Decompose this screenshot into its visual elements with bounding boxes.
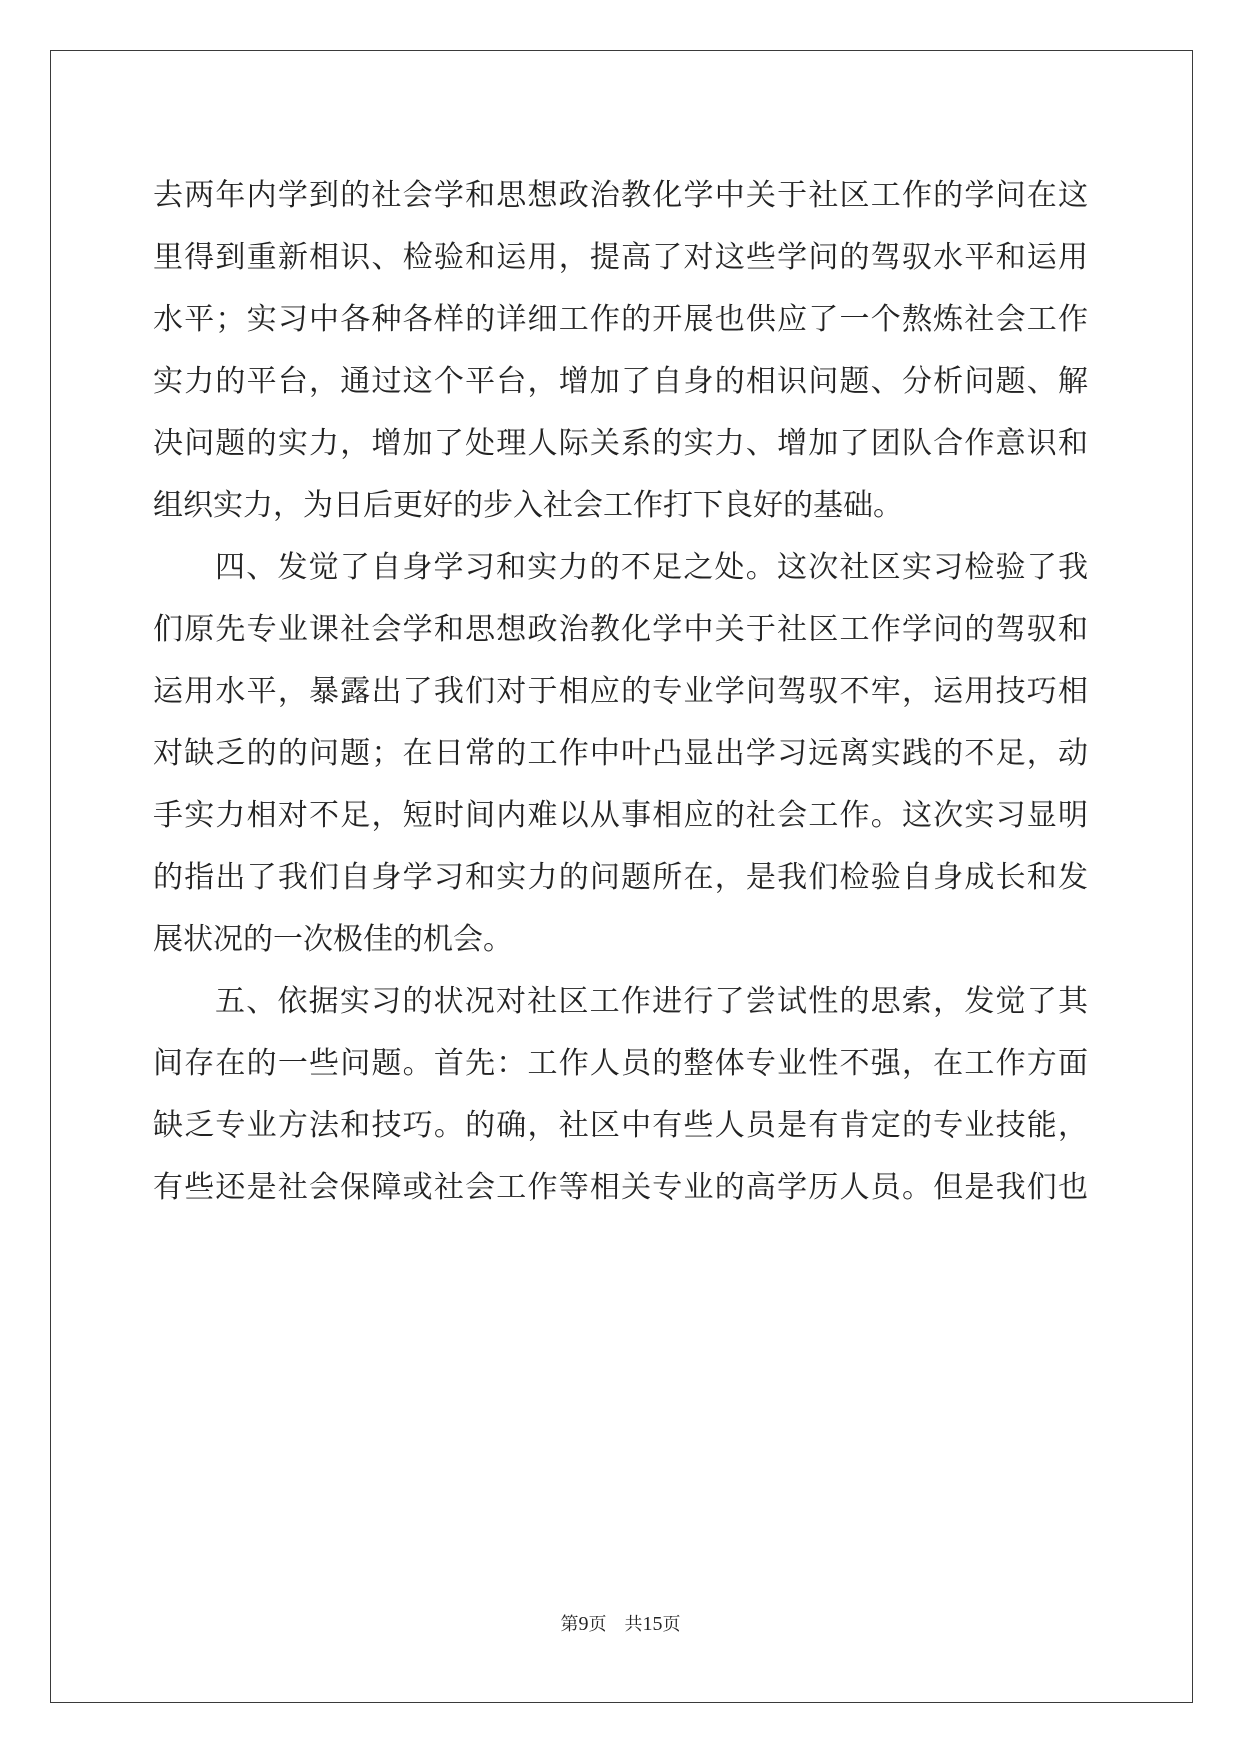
page-number: 9 bbox=[578, 1613, 589, 1635]
footer-total-prefix: 共 bbox=[624, 1614, 643, 1635]
footer-page-suffix: 页 bbox=[588, 1614, 607, 1635]
text-line: 们原先专业课社会学和思想政治教化学中关于社区工作学问的驾驭和 bbox=[153, 612, 1088, 647]
paragraph-first-line: 五、依据实习的状况对社区工作进行了尝试性的思索，发觉了其 bbox=[215, 984, 1088, 1019]
text-line: 对缺乏的的问题；在日常的工作中叶凸显出学习远离实践的不足，动 bbox=[153, 736, 1088, 771]
text-line: 实力的平台，通过这个平台，增加了自身的相识问题、分析问题、解 bbox=[153, 364, 1088, 399]
text-line: 运用水平，暴露出了我们对于相应的专业学问驾驭不牢，运用技巧相 bbox=[153, 674, 1088, 709]
text-line: 手实力相对不足，短时间内难以从事相应的社会工作。这次实习显明 bbox=[153, 798, 1088, 833]
total-pages: 15 bbox=[642, 1613, 663, 1635]
text-line: 里得到重新相识、检验和运用，提高了对这些学问的驾驭水平和运用 bbox=[153, 240, 1088, 275]
text-line: 去两年内学到的社会学和思想政治教化学中关于社区工作的学问在这 bbox=[153, 178, 1088, 213]
text-line: 有些还是社会保障或社会工作等相关专业的高学历人员。但是我们也 bbox=[153, 1170, 1088, 1205]
text-line: 的指出了我们自身学习和实力的问题所在，是我们检验自身成长和发 bbox=[153, 860, 1088, 895]
page-footer bbox=[0, 1610, 1241, 1636]
text-line: 组织实力，为日后更好的步入社会工作打下良好的基础。 bbox=[153, 488, 903, 523]
paragraph-first-line: 四、发觉了自身学习和实力的不足之处。这次社区实习检验了我 bbox=[215, 550, 1088, 585]
footer-total-suffix: 页 bbox=[662, 1614, 681, 1635]
text-line: 缺乏专业方法和技巧。的确，社区中有些人员是有肯定的专业技能， bbox=[153, 1108, 1088, 1143]
text-line: 间存在的一些问题。首先：工作人员的整体专业性不强，在工作方面 bbox=[153, 1046, 1088, 1081]
text-line: 展状况的一次极佳的机会。 bbox=[153, 922, 513, 957]
footer-prefix: 第 bbox=[560, 1614, 579, 1635]
text-line: 水平；实习中各种各样的详细工作的开展也供应了一个熬炼社会工作 bbox=[153, 302, 1088, 337]
text-line: 决问题的实力，增加了处理人际关系的实力、增加了团队合作意识和 bbox=[153, 426, 1088, 461]
document-body bbox=[153, 165, 1088, 1219]
